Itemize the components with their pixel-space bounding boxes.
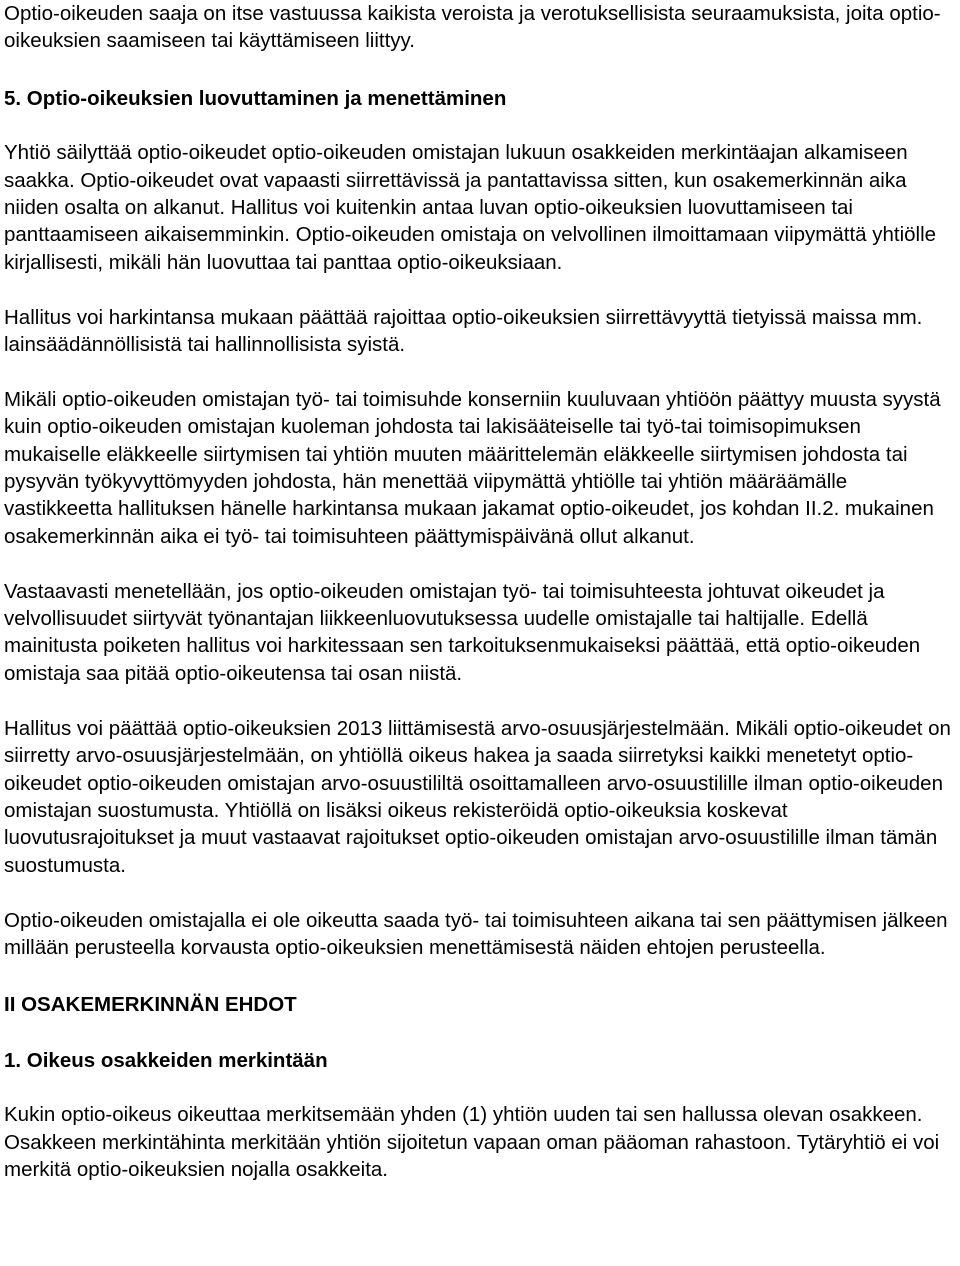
section-1-heading: 1. Oikeus osakkeiden merkintään: [4, 1048, 328, 1072]
intro-paragraph: Optio-oikeuden saaja on itse vastuussa kaikista veroista ja verotuksellisista seuraamuksista, joita optio-oikeuksien saamiseen tai käyttämiseen liittyy.: [4, 2, 941, 53]
section-5-paragraph-1: Yhtiö säilyttää optio-oikeudet optio-oikeuden omistajan lukuun osakkeiden merkintäajan alkamiseen saakka. Optio-oikeudet ovat vapaasti siirrettävissä ja pantattavissa sitten, kun osakemerkinnän aika niiden osalta on alkanut. Hallitus voi kuitenkin antaa luvan optio-oikeuksien luovuttamiseen tai panttaamiseen aikaisemminkin. Optio-oikeuden omistaja on velvollinen ilmoittamaan viipymättä yhtiölle kirjallisesti, mikäli hän luovuttaa tai panttaa optio-oikeuksiaan.: [4, 141, 937, 274]
section-5-heading: 5. Optio-oikeuksien luovuttaminen ja menettäminen: [4, 86, 507, 110]
section-5-paragraph-3: Mikäli optio-oikeuden omistajan työ- tai toimisuhde konserniin kuuluvaan yhtiöön päättyy muusta syystä kuin optio-oikeuden omistajan kuoleman johdosta tai lakisääteiselle tai työ-tai toimisopimuksen mukaiselle eläkkeelle siirtymisen tai yhtiön muuten määrittelemän eläkkeelle siirtymisen johdosta tai pysyvän työkyvyttömyyden johdosta, hän menettää viipymättä yhtiölle tai yhtiön määräämälle vastikkeetta hallituksen hänelle harkintansa mukaan jakamat optio-oikeudet, jos kohdan II.2. mukainen osakemerkinnän aika ei työ- tai toimisuhteen päättymispäivänä ollut alkanut.: [4, 387, 941, 548]
section-5-paragraph-6: Optio-oikeuden omistajalla ei ole oikeutta saada työ- tai toimisuhteen aikana tai sen päättymisen jälkeen millään perusteella korvausta optio-oikeuksien menettämisestä näiden ehtojen perusteella.: [4, 908, 948, 959]
part-2-heading: II OSAKEMERKINNÄN EHDOT: [4, 993, 297, 1017]
section-5-paragraph-5: Hallitus voi päättää optio-oikeuksien 2013 liittämisestä arvo-osuusjärjestelmään. Mikäli optio-oikeudet on siirretty arvo-osuusjärjestelmään, on yhtiöllä oikeus hakea ja saada siirretyksi kaikki menetetyt optio-oikeudet optio-oikeuden omistajan arvo-osuustililtä osoittamalleen arvo-osuustilille ilman optio-oikeuden omistajan suostumusta. Yhtiöllä on lisäksi oikeus rekisteröidä optio-oikeuksia koskevat luovutusrajoitukset ja muut vastaavat rajoitukset optio-oikeuden omistajan arvo-osuustilille ilman tämän suostumusta.: [4, 716, 951, 877]
section-5-paragraph-4: Vastaavasti menetellään, jos optio-oikeuden omistajan työ- tai toimisuhteesta johtuvat oikeudet ja velvollisuudet siirtyvät työnantajan liikkeenluovutuksessa uudelle omistajalle tai haltijalle. Edellä mainitusta poiketen hallitus voi harkitessaan sen tarkoituksenmukaiseksi päättää, että optio-oikeuden omistaja saa pitää optio-oikeutensa tai osan niistä.: [4, 579, 921, 685]
section-1-paragraph-1: Kukin optio-oikeus oikeuttaa merkitsemään yhden (1) yhtiön uuden tai sen hallussa olevan osakkeen. Osakkeen merkintähinta merkitään yhtiön sijoitetun vapaan oman pääoman rahastoon. Tytäryhtiö ei voi merkitä optio-oikeuksien nojalla osakkeita.: [4, 1103, 940, 1181]
document-page: [4, 0, 956, 1183]
section-5-paragraph-2: Hallitus voi harkintansa mukaan päättää rajoittaa optio-oikeuksien siirrettävyyttä tietyissä maissa mm. lainsäädännöllisistä tai hallinnollisista syistä.: [4, 305, 923, 357]
